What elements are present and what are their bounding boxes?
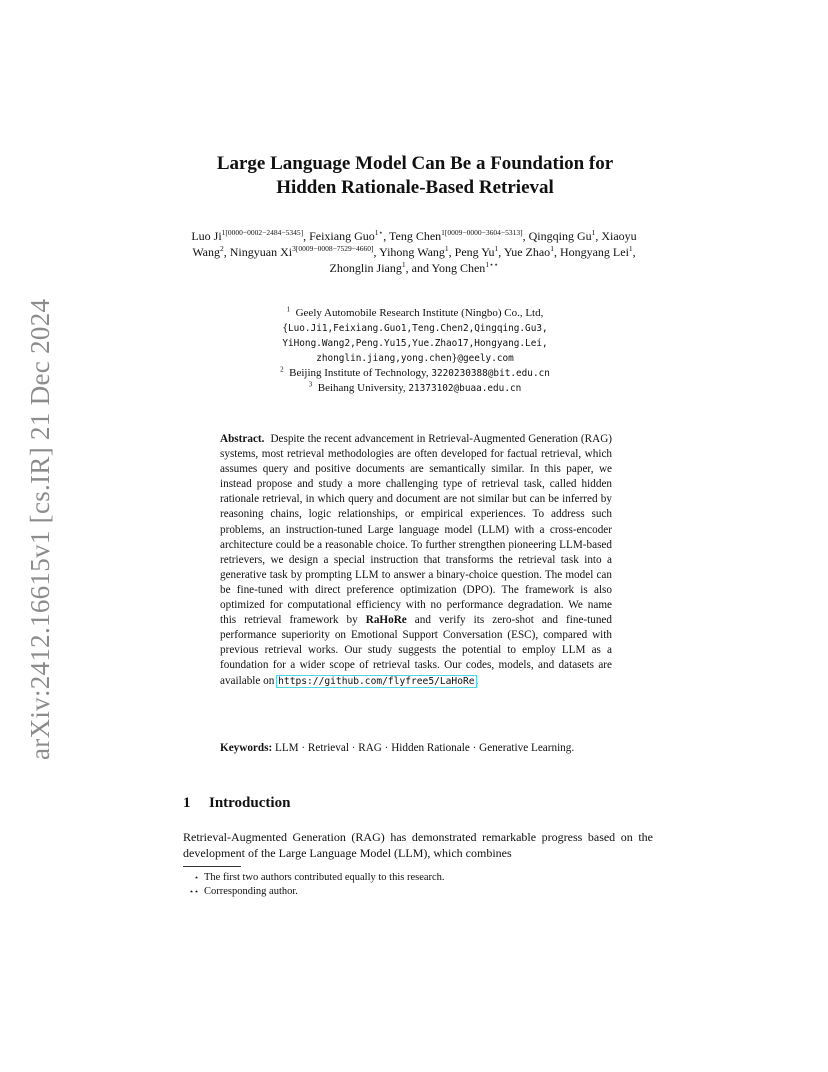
author-superscript: 1 <box>401 260 406 269</box>
author-superscript: 1 <box>444 244 449 253</box>
section-title: Introduction <box>209 795 291 811</box>
footnotes <box>183 871 653 899</box>
author-list: Luo $Ji^{1[0000-0002-2484-5345]}$, Feixiang Guo$^{1⋆}$, Teng Chen$^{1[0009-0000-3604-5313]}$, Qingqing Gu$^1$, Xiaoyu Wang$^2$, Ningyuan $Xi^{3[0009-0008-7529-4660]}$, Yihong Wang$^1$, Peng Yu$^1$, Yue Zhao$^1$, Hongyang Lei$^1$, Zhonglin Jiang$^1$, and Yong Chen$^{1⋆⋆}$ <box>191 228 637 275</box>
affiliation-1 <box>230 306 600 321</box>
footnote-mark: ⋆ <box>193 873 199 882</box>
abstract-text: Despite the recent advancement in Retrieval-Augmented Generation (RAG) systems, most retrieval methodologies are often developed for factual retrieval, which assumes query and positive documents are semantically similar. In this paper, we instead propose and study a more challenging type of retrieval task, called hidden rationale retrieval, in which query and document are not similar but can be inferred by reasoning chains, logic relationships, or empirical experiences. To address such problems, an instruction-tuned Large language model (LLM) with a cross-encoder architecture could be a reasonable choice. To further strengthen pioneering LLM-based retrievers, we design a special instruction that transforms the retrieval task into a generative task by prompting LLM to answer a binary-choice question. The model can be fine-tuned with direct preference optimization (DPO). The framework is also optimized for computational efficiency with no performance degradation. We name this retrieval framework by <box>220 433 613 627</box>
author-superscript: 1[0000−0002−2484−5345] <box>221 228 304 237</box>
author-superscript: 1⋆⋆ <box>485 260 499 269</box>
author-name: Yong Chen <box>431 261 486 275</box>
keywords <box>220 741 612 756</box>
footnote <box>183 871 653 885</box>
author-name: Peng Yu <box>454 245 495 259</box>
author-superscript: 1 <box>494 244 499 253</box>
keywords-text: LLM · Retrieval · RAG · Hidden Rationale · Generative Learning. <box>275 742 575 754</box>
github-link[interactable]: https://github.com/flyfree5/LaHoRe <box>278 675 475 687</box>
author-name: Zhonglin Jiang <box>329 261 402 275</box>
affiliation-mark: 3 <box>308 380 313 389</box>
author-name: Hongyang Lei <box>559 245 629 259</box>
affiliation-mark: 2 <box>280 365 284 374</box>
affiliation-name: Beijing Institute of Technology, <box>289 367 429 379</box>
affiliation-3 <box>230 381 600 396</box>
email-list-line: YiHong.Wang2,Peng.Yu15,Yue.Zhao17,Hongyang.Lei, <box>282 338 548 349</box>
author-name: Luo Ji <box>191 229 222 243</box>
author-superscript: 1 <box>591 228 596 237</box>
arxiv-identifier: arXiv:2412.16615v1 [cs.IR] 21 Dec 2024 <box>25 298 55 760</box>
abstract-end: . <box>475 674 479 687</box>
abstract-label: Abstract. <box>220 433 265 445</box>
paper-title <box>150 152 680 200</box>
footnote-text: The first two authors contributed equally to this research. <box>204 872 445 883</box>
intro-paragraph: Retrieval-Augmented Generation (RAG) has demonstrated remarkable progress based on the development of the Large Language Model (LLM), which combines <box>183 830 653 860</box>
author-superscript: 1 <box>628 244 633 253</box>
abstract <box>220 432 612 689</box>
email-list-line: zhonglin.jiang,yong.chen}@geely.com <box>316 353 514 364</box>
footnote-rule <box>183 866 241 867</box>
title-line-1: Large Language Model Can Be a Foundation for <box>216 153 614 174</box>
title-line-2: Hidden Rationale-Based Retrieval <box>276 177 554 198</box>
author-name: Yue Zhao <box>503 245 551 259</box>
affiliation-2 <box>230 366 600 381</box>
abstract-text-continued: and verify its zero-shot and fine-tuned performance superiority on Emotional Support Conversation (ESC), compared with previous retrieval works. Our study suggests the potential to employ LLM as a foundation for a wider scope of retrieval tasks. Our codes, models, and datasets are available on <box>220 614 612 687</box>
framework-name: RaHoRe <box>365 614 407 627</box>
author-name: Qingqing Gu <box>528 229 592 243</box>
affiliation-name: Geely Automobile Research Institute (Ningbo) Co., Ltd, <box>295 307 544 319</box>
footnote <box>183 885 653 899</box>
email: 21373102@buaa.edu.cn <box>408 383 522 394</box>
email: 3220230388@bit.edu.cn <box>431 368 550 379</box>
author-superscript: 1 <box>550 244 554 253</box>
keywords-label: Keywords: <box>220 742 273 754</box>
author-superscript: 2 <box>220 244 224 253</box>
footnote-mark: ⋆⋆ <box>188 887 199 896</box>
author-superscript: 3[0009−0008−7529−4660] <box>292 244 374 253</box>
footnote-text: Corresponding author. <box>204 886 298 897</box>
author-name: Ningyuan Xi <box>229 245 293 259</box>
affiliations <box>230 306 600 396</box>
author-name: Teng Chen <box>389 229 442 243</box>
author-name: Xiaoyu Wang <box>192 229 637 259</box>
author-name: Feixiang Guo <box>309 229 375 243</box>
section-number: 1 <box>183 795 191 811</box>
author-superscript: 1⋆ <box>374 228 384 237</box>
affiliation-name: Beihang University, <box>317 382 406 394</box>
author-name: Yihong Wang <box>379 245 445 259</box>
affiliation-mark: 1 <box>286 305 291 314</box>
section-heading <box>183 795 290 812</box>
email-list-line: {Luo.Ji1,Feixiang.Guo1,Teng.Chen2,Qingqing.Gu3, <box>282 323 548 334</box>
author-superscript: 1[0009−0000−3604−5313] <box>441 228 523 237</box>
